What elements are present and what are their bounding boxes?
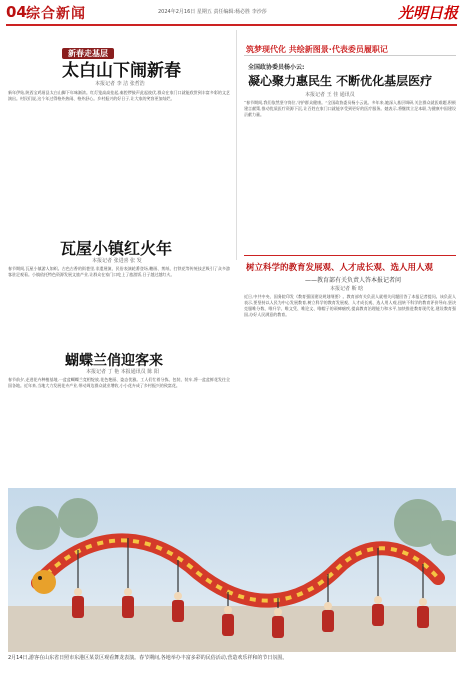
article-title-healthcare: 凝心聚力惠民生 不断优化基层医疗 bbox=[248, 74, 433, 88]
feature-subtitle: ——教育部有关负责人答本报记者问 bbox=[305, 277, 402, 284]
article-title-butterfly-orchid: 蝴蝶兰俏迎客来 bbox=[65, 353, 163, 369]
article-byline-healthcare: 本报记者 王 佳 通讯员 bbox=[305, 92, 355, 98]
date-line: 2024年2月16日 星期五 责任编辑:杨必胜 李沙莎 bbox=[158, 9, 267, 15]
article-title-waowu: 瓦屋小镇红火年 bbox=[60, 239, 173, 258]
dragon-dance-illustration bbox=[8, 488, 456, 652]
feature-byline: 本报记者 靳 晗 bbox=[330, 286, 364, 292]
feature-body: 近日,中共中央、国务院印发《教育强国建设规划纲要》。教育部有关负责人就相关问题回答了本报记者提问。该负责人表示,要坚持以人民为中心发展教育,树立科学的教育发展观、人才成长观、选人用人观,扭转不科学的教育评价导向,坚决克服唯分数、唯升学、唯文凭、唯论文、唯帽子的顽瘴痼疾,提高教育治理能力和水平,加快推进教育现代化,建设教育强国,办好人民满意的教育。 bbox=[244, 294, 456, 317]
article-body-healthcare: “春节期间,我们依然坚守岗位,守护群众健康。”全国政协委员杨小云说。多年来,她深入基层调研,关注群众就医难题,积极建言献策,推动优质医疗资源下沉,让百姓在家门口就能享受到更好的医疗服务。她表示,将继续立足本职,为健康中国建设贡献力量。 bbox=[244, 100, 456, 117]
series-rule bbox=[244, 55, 456, 56]
feature-title: 树立科学的教育发展观、人才成长观、选人用人观 bbox=[246, 263, 434, 273]
header-rule bbox=[6, 24, 457, 26]
section-title: 综合新闻 bbox=[26, 6, 86, 22]
kicker-label: 新春走基层 bbox=[62, 48, 114, 59]
page-number: 04 bbox=[6, 3, 27, 21]
newspaper-logo: 光明日报 bbox=[398, 4, 459, 22]
article-body-butterfly-orchid: 春节前夕,走进花卉种植基地,一盆盆蝴蝶兰竞相绽放,花色艳丽、姿态优雅。工人们忙着分拣、包装、装车,将一盆盆鲜花发往全国各地。近年来,当地大力发展花卉产业,带动周边群众就业增收,小小花卉成了乡村振兴的致富花。 bbox=[8, 377, 230, 388]
series-kicker: 筑梦现代化 共绘新图景·代表委员履职记 bbox=[246, 45, 388, 54]
photo-caption: 2月14日,游客在山东省日照市东港区某景区观看舞龙表演。春节期间,各地举办丰富多彩的民俗活动,营造欢乐祥和的节日氛围。 bbox=[8, 655, 288, 661]
feature-rule bbox=[244, 255, 456, 256]
column-divider bbox=[236, 30, 237, 260]
page-header bbox=[0, 0, 463, 24]
article-body-taibai: 新年伊始,陕西宝鸡眉县太白山脚下年味渐浓。红灯笼高高挂起,秦腔锣鼓声此起彼伏,群众在家门口就能欣赏到丰富多彩的文艺演出。村民们说,这个年过得格外热闹、格外舒心。乡村振兴的好日子,让大家的笑容更加灿烂。 bbox=[8, 90, 230, 101]
article-byline-waowu: 本报记者 张进喜 张 发 bbox=[92, 258, 142, 264]
article-byline-butterfly-orchid: 本报记者 丁 艳 本报通讯员 陈 阳 bbox=[86, 369, 159, 375]
article-byline-taibai: 本报记者 李 洁 张哲浩 bbox=[95, 81, 145, 87]
article-body-waowu: 春节期间,瓦屋小镇游人如织。古色古香的街巷里,非遗展演、民俗表演轮番登场,糖画、剪纸、打铁花等传统技艺吸引了众多游客驻足观看。小镇依托特色资源发展文旅产业,让群众在家门口吃上了旅游饭,日子越过越红火。 bbox=[8, 266, 230, 277]
article-lead-in: 全国政协委员杨小云: bbox=[248, 64, 305, 71]
article-title-taibai: 太白山下闹新春 bbox=[62, 61, 181, 81]
dragon-dance-photo bbox=[8, 488, 456, 652]
